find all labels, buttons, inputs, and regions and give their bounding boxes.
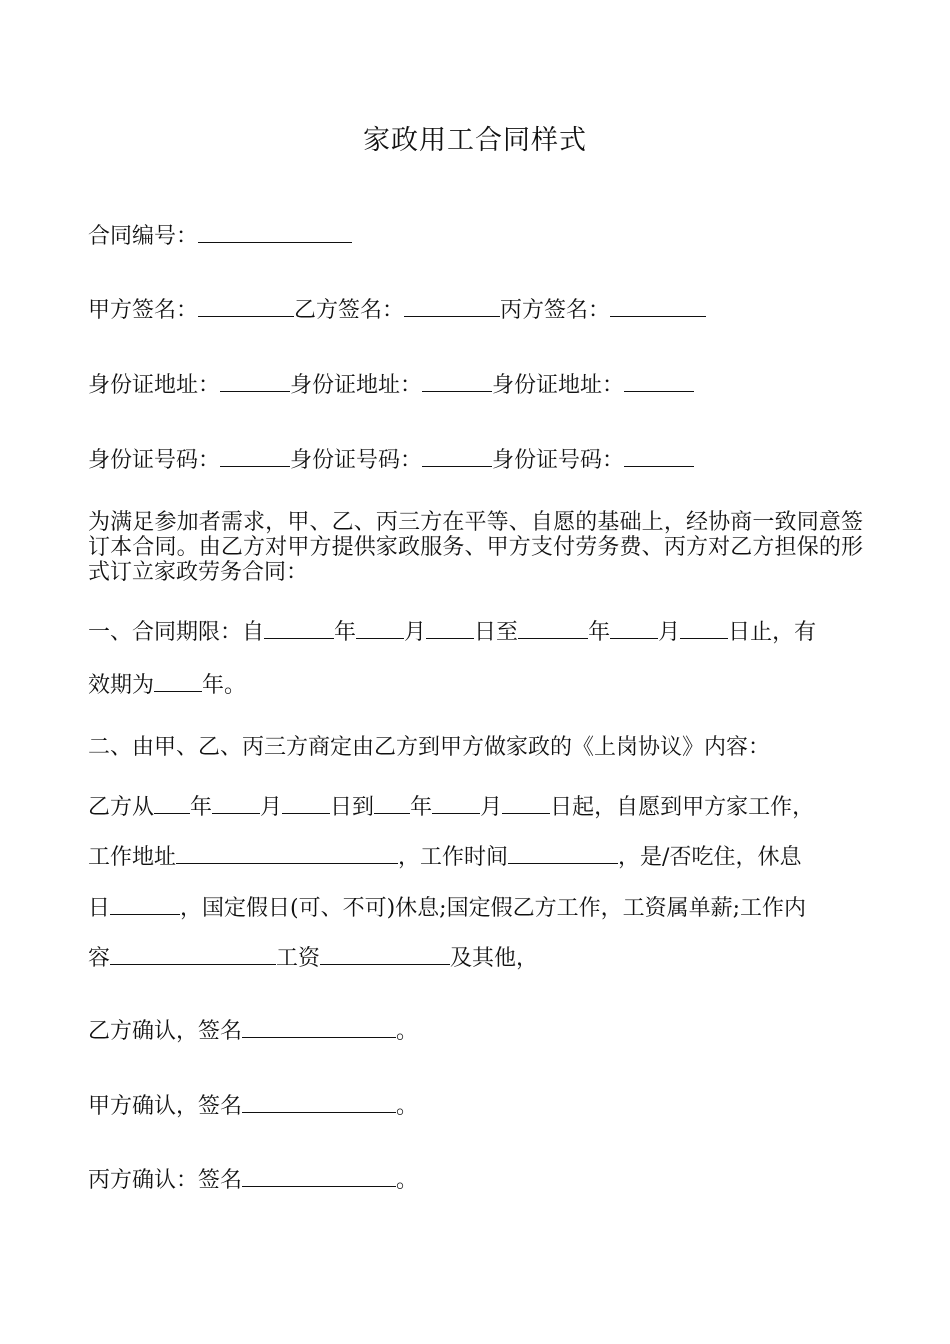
year-text: 年	[410, 795, 433, 820]
work-content-label: 容	[88, 946, 111, 971]
wage-label: 工资	[276, 946, 321, 971]
id-number-row	[88, 446, 694, 476]
work-line-3	[88, 894, 806, 924]
work-end-month-blank	[432, 795, 480, 814]
intro-paragraph: 为满足参加者需求，甲、乙、丙三方在平等、自愿的基础上，经协商一致同意签订本合同。由乙方对甲方提供家政服务、甲方支付劳务费、丙方对乙方担保的形式订立家政劳务合同：	[88, 510, 863, 585]
start-month-blank	[356, 620, 404, 639]
end-year-blank	[518, 620, 588, 639]
id-address-blank	[220, 373, 290, 392]
work-line-4	[88, 944, 538, 974]
day-to-text: 日至	[474, 620, 519, 645]
start-day-blank	[426, 620, 474, 639]
id-number-blank	[220, 448, 290, 467]
term-line-2	[88, 671, 246, 701]
id-number-blank	[422, 448, 492, 467]
work-start-month-blank	[212, 795, 260, 814]
party-a-sign-label: 甲方签名：	[88, 298, 199, 323]
rest-day-blank	[110, 896, 180, 915]
id-number-label: 身份证号码：	[492, 448, 625, 473]
party-b-confirm	[88, 1017, 418, 1047]
id-number-blank	[624, 448, 694, 467]
work-line-2	[88, 843, 801, 873]
contract-number-blank	[198, 224, 352, 243]
period-text: 。	[396, 1168, 419, 1193]
document-title: 家政用工合同样式	[363, 125, 587, 156]
month-text: 月	[404, 620, 427, 645]
work-end-day-blank	[502, 795, 550, 814]
clause-two: 二、由甲、乙、丙三方商定由乙方到甲方做家政的《上岗协议》内容：	[88, 735, 771, 760]
month-text: 月	[480, 795, 503, 820]
term-line-1	[88, 618, 816, 648]
party-a-confirm	[88, 1092, 418, 1122]
party-c-confirm-label: 丙方确认：签名	[88, 1168, 243, 1193]
work-line-1	[88, 793, 814, 823]
id-address-row	[88, 371, 694, 401]
day-end-text: 日止，有	[728, 620, 817, 645]
id-number-label: 身份证号码：	[88, 448, 221, 473]
party-a-confirm-label: 甲方确认，签名	[88, 1094, 243, 1119]
id-number-label: 身份证号码：	[290, 448, 423, 473]
id-address-label: 身份证地址：	[88, 373, 221, 398]
party-c-sign-blank	[610, 298, 706, 317]
work-address-blank	[176, 845, 398, 864]
work-end-year-blank	[374, 795, 410, 814]
contract-number-label: 合同编号：	[88, 224, 199, 249]
party-a-confirm-blank	[242, 1094, 396, 1113]
id-address-label: 身份证地址：	[492, 373, 625, 398]
start-year-blank	[264, 620, 334, 639]
rest-day-label: 日	[88, 896, 111, 921]
work-start-year-blank	[154, 795, 190, 814]
day-from-text: 日起，自愿到甲方家工作，	[550, 795, 815, 820]
holiday-text: ，国定假日(可、不可)休息;国定假乙方工作，工资属单薪;工作内	[180, 896, 807, 921]
party-b-confirm-label: 乙方确认，签名	[88, 1019, 243, 1044]
id-address-label: 身份证地址：	[290, 373, 423, 398]
year-text: 年	[588, 620, 611, 645]
period-text: 。	[396, 1094, 419, 1119]
day-to-text: 日到	[330, 795, 375, 820]
party-c-confirm-blank	[242, 1168, 396, 1187]
work-start-day-blank	[282, 795, 330, 814]
work-address-label: 工作地址	[88, 845, 177, 870]
validity-label: 效期为	[88, 673, 155, 698]
year-text: 年	[190, 795, 213, 820]
signature-row	[88, 296, 706, 326]
party-b-confirm-blank	[242, 1019, 396, 1038]
month-text: 月	[260, 795, 283, 820]
work-time-blank	[508, 845, 618, 864]
contract-number-line	[88, 222, 352, 252]
end-month-blank	[610, 620, 658, 639]
party-b-sign-blank	[404, 298, 500, 317]
period-text: 。	[396, 1019, 419, 1044]
year-text: 年	[334, 620, 357, 645]
work-content-blank	[110, 946, 276, 965]
work-time-label: ，工作时间	[398, 845, 509, 870]
validity-year-text: 年。	[202, 673, 247, 698]
wage-blank	[320, 946, 450, 965]
party-a-sign-blank	[198, 298, 294, 317]
work-from-text: 乙方从	[88, 795, 155, 820]
board-label: ，是/否吃住，休息	[618, 845, 802, 870]
term-label: 一、合同期限：自	[88, 620, 265, 645]
other-text: 及其他，	[450, 946, 539, 971]
id-address-blank	[422, 373, 492, 392]
party-c-sign-label: 丙方签名：	[500, 298, 611, 323]
id-address-blank	[624, 373, 694, 392]
validity-years-blank	[154, 673, 202, 692]
party-b-sign-label: 乙方签名：	[294, 298, 405, 323]
party-c-confirm	[88, 1166, 418, 1196]
month-text: 月	[658, 620, 681, 645]
end-day-blank	[680, 620, 728, 639]
